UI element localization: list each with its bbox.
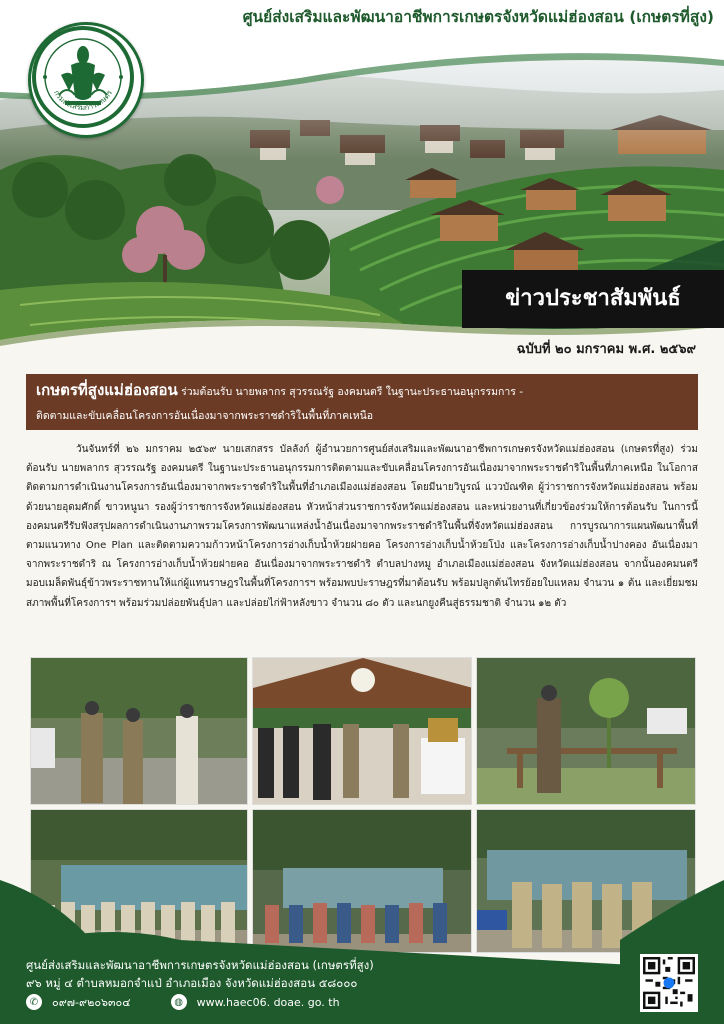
article-paragraph: วันจันทร์ที่ ๒๖ มกราคม ๒๕๖๙ นายเสกสรร บัลลังก์ ผู้อำนวยการศูนย์ส่งเสริมและพัฒนาอาชีพการเกษตรจังหวัดแม่ฮ่องสอน (เกษตรที่สูง) ร่วมต้อนรับ นายพลากร สุวรรณรัฐ องคมนตรี ในฐานะประธานอนุกรรมการติดตามและขับเคลื่อนโครงการอันเนื่องมาจากพระราชดำริในพื้นที่ภาคเหนือ ในโอกาสติดตามการดำเนินงานโครงการอันเนื่องมาจากพระราชดำริในพื้นที่อำเภอเมืองแม่ฮ่องสอน โดยมีนายวิบูรณ์ แววบัณฑิต ผู้ว่าราชการจังหวัดแม่ฮ่องสอน พร้อมด้วยนายอุดมศักดิ์ ขาวหนูนา รองผู้ว่าราชการจังหวัดแม่ฮ่องสอน หัวหน้าส่วนราชการจังหวัดแม่ฮ่องสอน และหน่วยงานที่เกี่ยวข้องร่วมให้การต้อนรับ ในการนี้ องคมนตรีรับฟังสรุปผลการดำเนินงานภาพรวมโครงการพัฒนาแหล่งน้ำอันเนื่องมาจากพระราชดำริในพื้นที่จังหวัดแม่ฮ่องสอน การบูรณาการแผนพัฒนาพื้นที่ตามแนวทาง One Plan และติดตามความก้าวหน้าโครงการอ่างเก็บน้ำห้วยฝายคอ โครงการอ่างเก็บน้ำห้วยโป่ง และโครงการอ่างเก็บน้ำปางคอง อันเนื่องมาจากพระราชดำริ ณ โครงการอ่างเก็บน้ำห้วยฝายคอ อันเนื่องมาจากพระราชดำริ ตำบลปางหมู อำเภอเมืองแม่ฮ่องสอน จังหวัดแม่ฮ่องสอน จากนั้นองคมนตรีมอบเมล็ดพันธุ์ข้าวพระราชทานให้แก่ผู้แทนราษฎรในพื้นที่โครงการฯ พร้อมพบปะราษฎรที่มาต้อนรับ พร้อมปลูกต้นไทรย้อยใบแหลม จำนวน ๑ ต้น และเยี่ยมชมสภาพพื้นที่โครงการฯ พร้อมร่วมปล่อยพันธุ์ปลา และปล่อยไก่ฟ้าหลังขาว จำนวน ๘๐ ตัว และนกยูงคืนสู่ธรรมชาติ จำนวน ๑๒ ตัว <box>26 444 698 609</box>
headline-sub-2: ติดตามและขับเคลื่อนโครงการอันเนื่องมาจากพระราชดำริในพื้นที่ภาคเหนือ <box>36 410 374 422</box>
photo-tree-planting <box>476 657 696 805</box>
footer-website[interactable]: www.haec06. doae. go. th <box>196 995 340 1009</box>
issue-date: ฉบับที่ ๒๐ มกราคม พ.ศ. ๒๕๖๙ <box>516 342 696 357</box>
qr-code[interactable] <box>640 954 698 1012</box>
contact-row <box>26 993 340 1011</box>
headline-main: เกษตรที่สูงแม่ฮ่องสอน <box>36 381 178 399</box>
logo-caption: กรมส่งเสริมการเกษตร <box>51 88 115 112</box>
headline-box <box>26 374 698 430</box>
footer-contact <box>26 956 374 992</box>
department-logo <box>28 22 144 138</box>
headline-sub-1: ร่วมต้อนรับ นายพลากร สุวรรณรัฐ องคมนตรี ในฐานะประธานอนุกรรมการ - <box>177 386 524 398</box>
footer-phone[interactable]: ๐๙๗-๙๒๐๖๓๐๔ <box>52 996 131 1009</box>
org-title: ศูนย์ส่งเสริมและพัฒนาอาชีพการเกษตรจังหวัดแม่ฮ่องสอน (เกษตรที่สูง) <box>242 8 714 26</box>
press-release-banner: ข่าวประชาสัมพันธ์ <box>462 270 724 328</box>
phone-icon: ✆ <box>26 994 42 1010</box>
globe-icon: ◍ <box>171 994 187 1010</box>
photo-welcome-ceremony <box>252 657 472 805</box>
photo-officials-arrival <box>30 657 248 805</box>
article-body <box>26 440 698 613</box>
footer-address: ๙๖ หมู่ ๔ ตำบลหมอกจำแป่ อำเภอเมือง จังหวัดแม่ฮ่องสอน ๕๘๐๐๐ <box>26 976 358 990</box>
footer-org-name: ศูนย์ส่งเสริมและพัฒนาอาชีพการเกษตรจังหวัดแม่ฮ่องสอน (เกษตรที่สูง) <box>26 958 374 972</box>
